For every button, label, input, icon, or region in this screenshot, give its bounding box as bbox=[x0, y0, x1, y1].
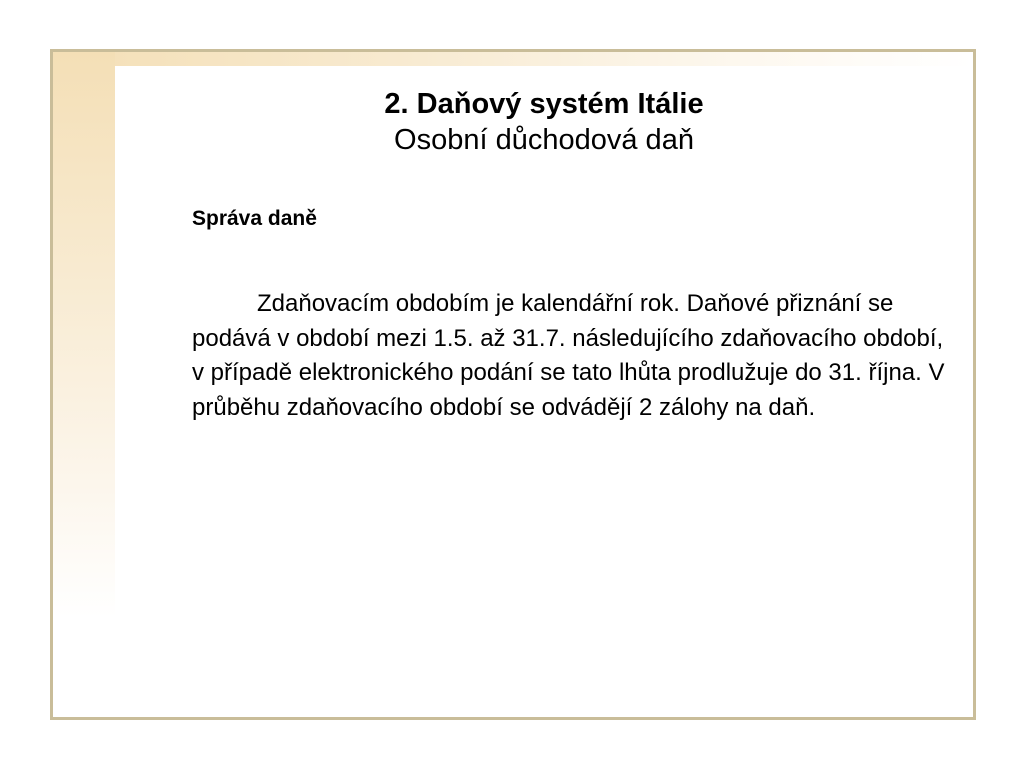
slide-title: 2. Daňový systém Itálie bbox=[384, 88, 704, 120]
slide-frame bbox=[50, 49, 976, 720]
body-paragraph: Zdaňovacím obdobím je kalendářní rok. Daňové přiznání se podává v období mezi 1.5. až 31.7. následujícího zdaňovacího období, v případě elektronického podání se tato lhůta prodlužuje do 31. října. V průběhu zdaňovacího období se odvádějí 2 zálohy na daň. bbox=[192, 290, 945, 421]
slide-left-gradient bbox=[53, 52, 115, 717]
slide-title-block bbox=[115, 86, 973, 158]
slide-subtitle: Osobní důchodová daň bbox=[394, 124, 694, 156]
slide-top-gradient bbox=[53, 52, 973, 66]
slide-content-panel bbox=[115, 66, 973, 717]
section-heading: Správa daně bbox=[192, 207, 317, 230]
